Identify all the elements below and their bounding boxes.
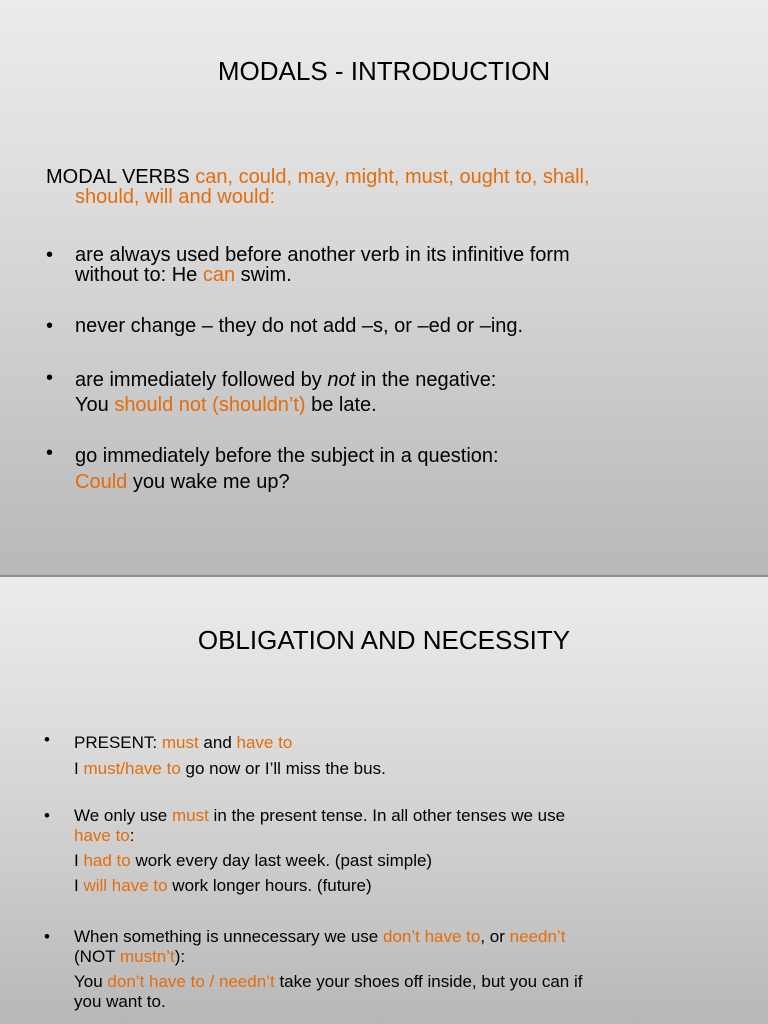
slide-title: OBLIGATION AND NECESSITY [197,625,571,655]
text-run: ): [174,947,186,966]
example-sentence [74,876,754,896]
highlight-term: should not (shouldn’t) [114,394,306,416]
highlight-term: had to [83,851,131,870]
bullet-text [74,806,754,826]
example-sentence [74,756,754,782]
text-run: I [74,876,84,895]
highlight-term: must/have to [83,759,181,778]
bullet-glyph: • [46,367,54,389]
text-run: without to: He [75,264,203,286]
bullet-text: are always used before another verb in its infinitive form [75,244,570,266]
slide-title: MODALS - INTRODUCTION [217,56,551,86]
text-run: PRESENT: [74,733,162,752]
text-run: go now or I’ll miss the bus. [180,759,386,778]
text-run: When something is unnecessary we use [74,927,383,946]
intro-label: MODAL VERBS [46,166,196,188]
example-sentence [74,972,754,992]
bullet-text: go immediately before the subject in a question: [75,445,499,467]
emphasis-term: not [327,369,356,391]
modal-verbs-list: can, could, may, might, must, ought to, shall, [195,166,590,188]
text-run: you wake me up? [127,471,290,493]
highlight-term: must [161,733,199,752]
text-run: be late. [305,394,377,416]
text-run: I [74,851,84,870]
bullet-glyph: • [44,730,50,749]
bullet-glyph: • [44,806,50,825]
bullet-text [75,368,755,393]
text-run: are immediately followed by [75,369,328,391]
text-run: in the negative: [355,369,497,391]
slide-obligation-necessity [0,577,768,1024]
bullet-item-unnecessary [74,927,754,1012]
text-run: (NOT [74,947,120,966]
highlight-term: will have to [83,876,168,895]
highlight-term: don’t have to / needn’t [107,972,275,991]
bullet-text [74,826,754,846]
text-run: You [74,972,108,991]
highlight-term: can [202,264,236,286]
bullet-text [74,947,754,967]
bullet-text [74,730,754,756]
intro-line-1 [46,167,746,187]
intro-line-2: should, will and would: [75,186,276,208]
bullet-item-never-change [75,316,755,336]
highlight-term: must [171,806,209,825]
example-sentence: you want to. [74,992,166,1011]
text-run: We only use [74,806,172,825]
text-run: I [74,759,84,778]
bullet-glyph: • [46,315,54,337]
highlight-term: have to [74,826,130,845]
bullet-text: never change – they do not add –s, or –ed or –ing. [75,315,524,337]
highlight-term: Could [75,471,128,493]
bullet-item-negative [75,368,755,418]
bullet-glyph: • [44,927,50,946]
highlight-term: mustn’t [119,947,175,966]
text-run: : [129,826,135,845]
example-sentence [74,851,754,871]
bullet-item-other-tenses [74,806,754,896]
text-run: work longer hours. (future) [167,876,372,895]
intro-paragraph [46,167,746,207]
text-run: take your shoes off inside, but you can if [274,972,583,991]
highlight-term: needn’t [509,927,566,946]
highlight-term: don’t have to [383,927,481,946]
bullet-item-present [74,730,754,782]
example-sentence [75,393,755,418]
text-run: You [75,394,115,416]
bullet-text [75,265,755,285]
example-sentence [75,469,755,495]
bullet-text [74,927,754,947]
text-run: in the present tense. In all other tenses we use [208,806,566,825]
text-run: work every day last week. (past simple) [130,851,433,870]
text-run: and [198,733,237,752]
highlight-term: have to [236,733,293,752]
bullet-glyph: • [46,244,54,266]
bullet-item-question [75,443,755,495]
text-run: swim. [235,264,292,286]
bullet-item-infinitive [75,245,755,285]
text-run: , or [480,927,510,946]
bullet-glyph: • [46,442,54,464]
